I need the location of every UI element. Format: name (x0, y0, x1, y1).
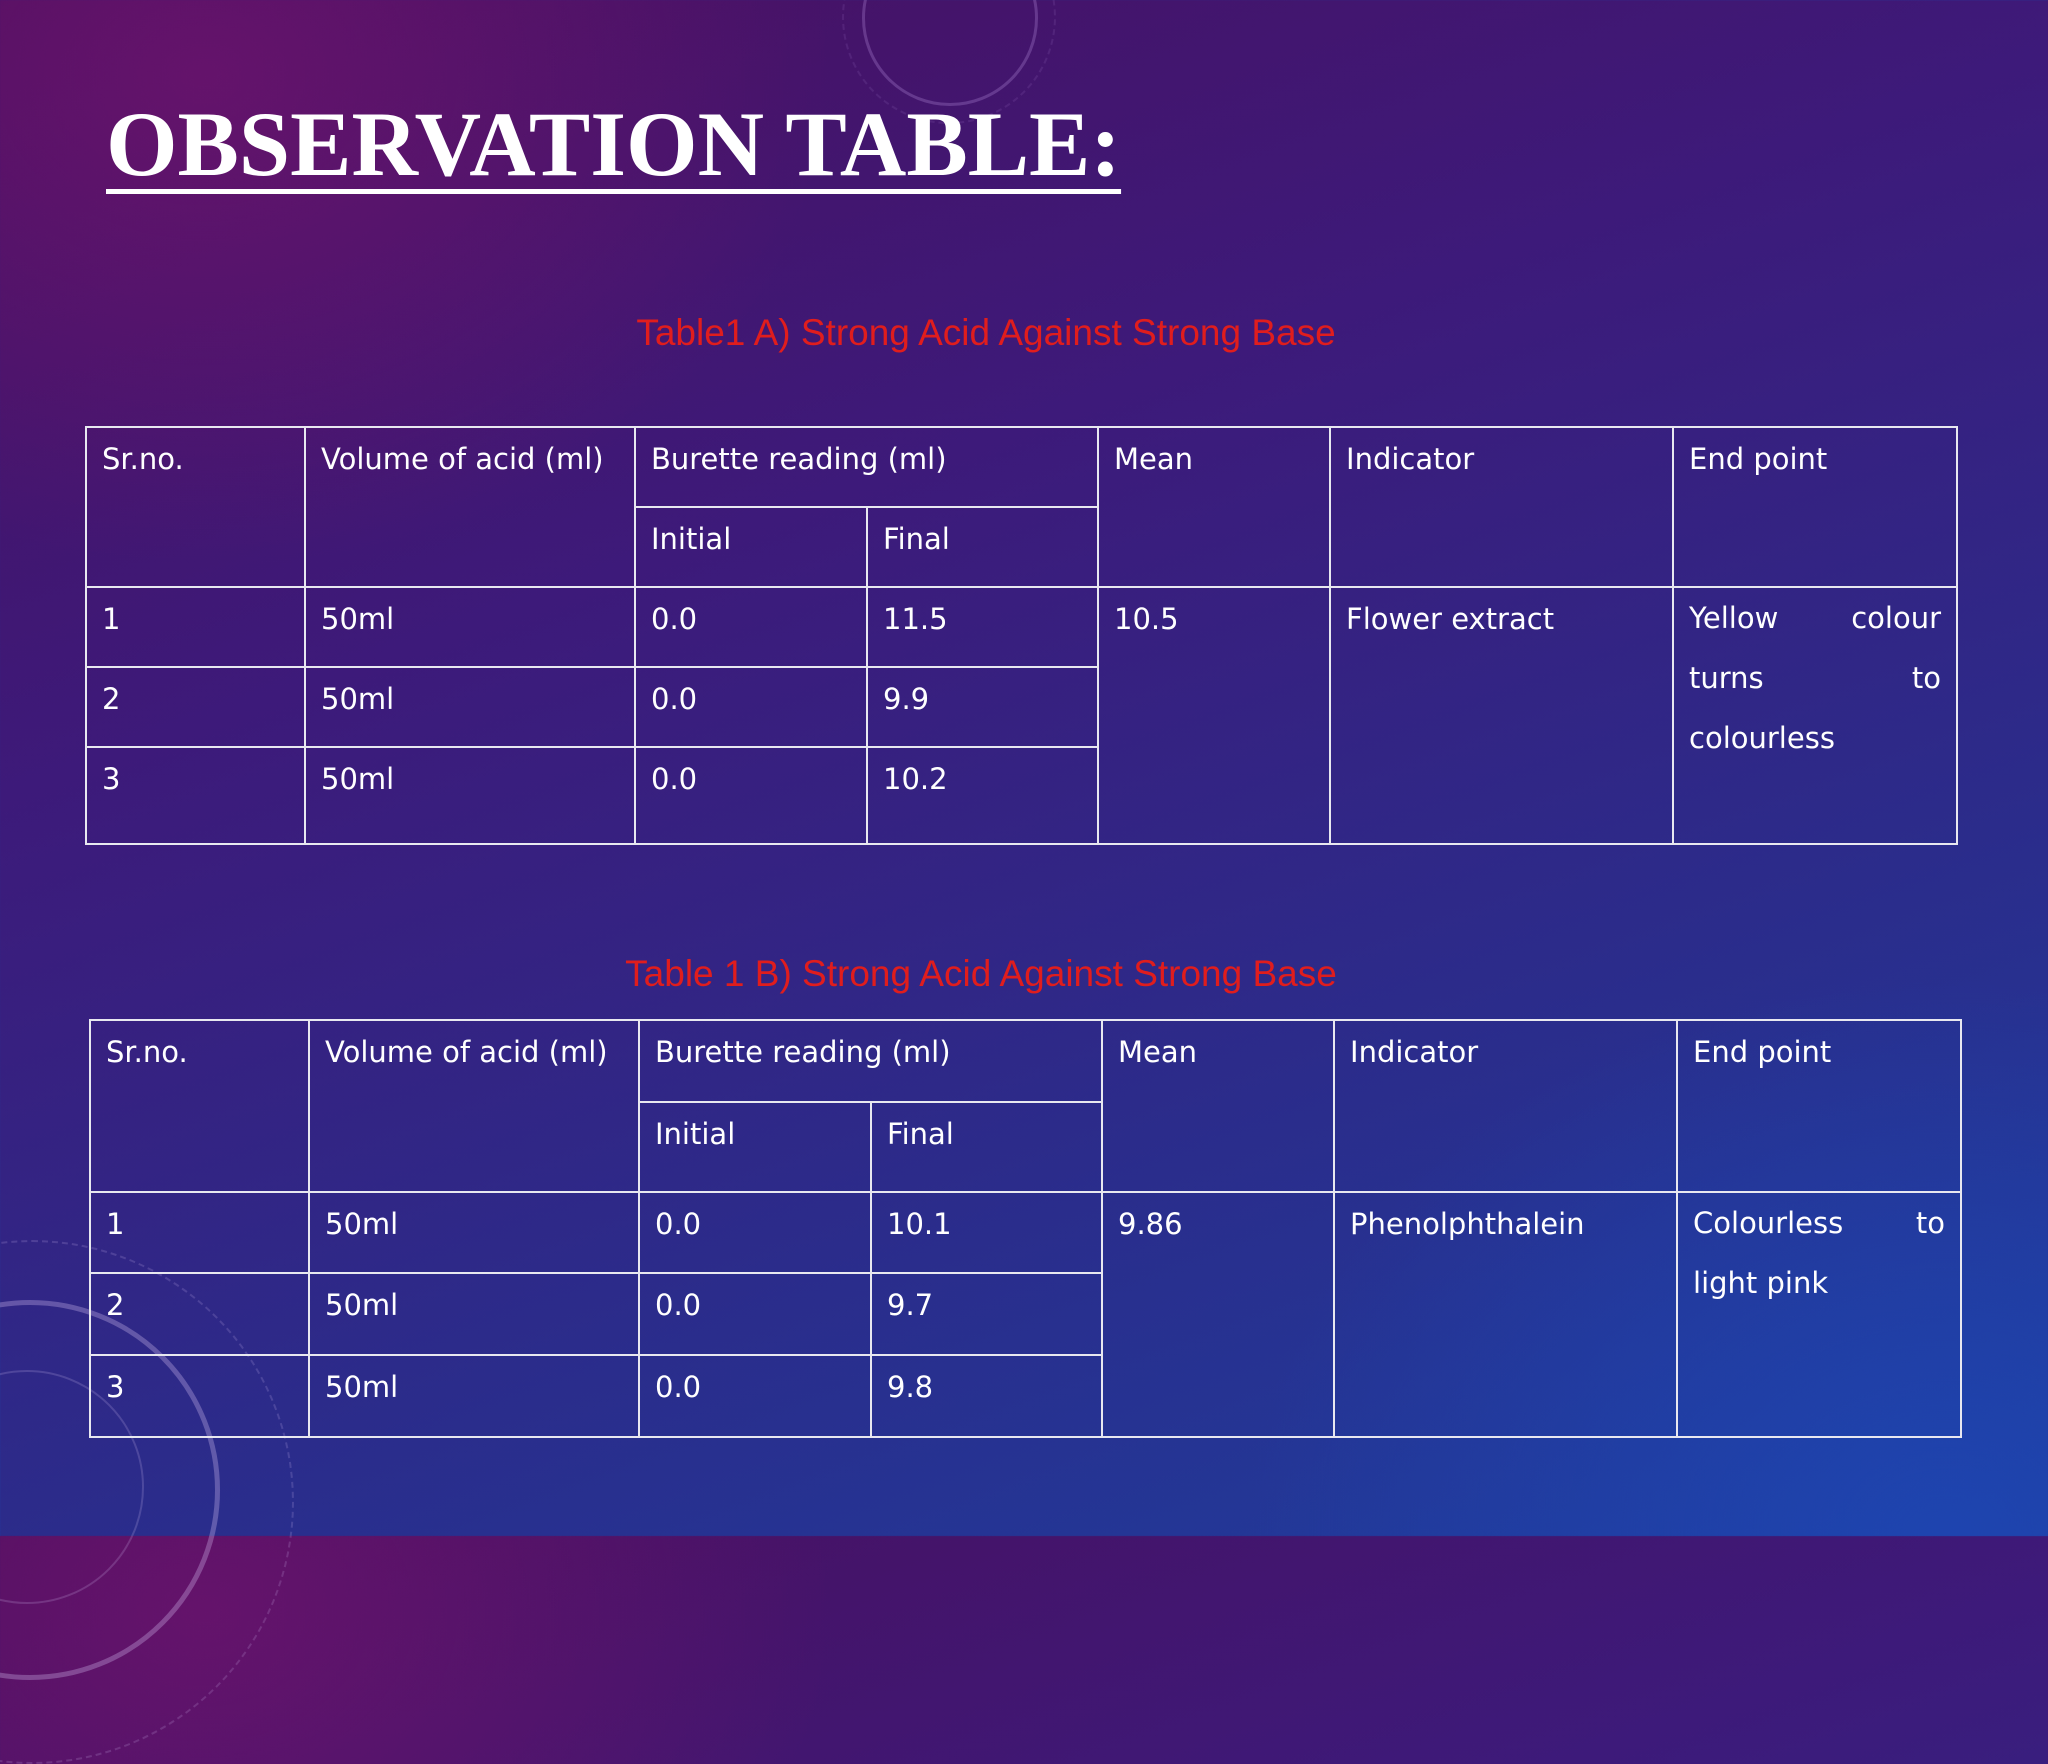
header-final: Final (867, 507, 1098, 587)
cell-final: 10.2 (867, 747, 1098, 844)
header-mean: Mean (1102, 1020, 1334, 1192)
observation-table-b (89, 1019, 1962, 1438)
header-end-point: End point (1677, 1020, 1961, 1192)
cell-mean: 9.86 (1102, 1192, 1334, 1437)
table-b-caption: Table 1 B) Strong Acid Against Strong Base (625, 953, 1337, 994)
header-sr-no: Sr.no. (86, 427, 305, 587)
table-row (86, 587, 1957, 667)
header-end-point: End point (1673, 427, 1957, 587)
cell-mean: 10.5 (1098, 587, 1330, 844)
observation-table-a (85, 426, 1958, 845)
header-volume: Volume of acid (ml) (305, 427, 635, 587)
cell-volume: 50ml (305, 747, 635, 844)
header-indicator: Indicator (1330, 427, 1673, 587)
cell-end-point: Yellow colour turns to colourless (1673, 587, 1957, 844)
cell-initial: 0.0 (635, 747, 867, 844)
cell-initial: 0.0 (639, 1355, 871, 1437)
decorative-ring-top (862, 0, 1038, 106)
cell-final: 11.5 (867, 587, 1098, 667)
cell-initial: 0.0 (639, 1273, 871, 1355)
cell-volume: 50ml (309, 1355, 639, 1437)
header-volume: Volume of acid (ml) (309, 1020, 639, 1192)
cell-indicator: Phenolphthalein (1334, 1192, 1677, 1437)
header-mean: Mean (1098, 427, 1330, 587)
cell-volume: 50ml (305, 667, 635, 747)
cell-initial: 0.0 (635, 667, 867, 747)
table-a-caption: Table1 A) Strong Acid Against Strong Base (636, 312, 1336, 353)
cell-indicator: Flower extract (1330, 587, 1673, 844)
cell-final: 9.8 (871, 1355, 1102, 1437)
slide-title: OBSERVATION TABLE: (106, 93, 1122, 195)
cell-sr: 1 (90, 1192, 309, 1273)
cell-volume: 50ml (309, 1273, 639, 1355)
table-row (90, 1192, 1961, 1273)
cell-initial: 0.0 (635, 587, 867, 667)
cell-final: 10.1 (871, 1192, 1102, 1273)
cell-initial: 0.0 (639, 1192, 871, 1273)
header-indicator: Indicator (1334, 1020, 1677, 1192)
header-sr-no: Sr.no. (90, 1020, 309, 1192)
cell-sr: 1 (86, 587, 305, 667)
cell-volume: 50ml (309, 1192, 639, 1273)
cell-sr: 2 (86, 667, 305, 747)
cell-final: 9.9 (867, 667, 1098, 747)
header-final: Final (871, 1102, 1102, 1192)
cell-final: 9.7 (871, 1273, 1102, 1355)
cell-sr: 3 (90, 1355, 309, 1437)
header-initial: Initial (639, 1102, 871, 1192)
cell-sr: 3 (86, 747, 305, 844)
header-burette-reading: Burette reading (ml) (639, 1020, 1102, 1102)
cell-volume: 50ml (305, 587, 635, 667)
header-initial: Initial (635, 507, 867, 587)
header-burette-reading: Burette reading (ml) (635, 427, 1098, 507)
cell-end-point: Colourless to light pink (1677, 1192, 1961, 1437)
cell-sr: 2 (90, 1273, 309, 1355)
